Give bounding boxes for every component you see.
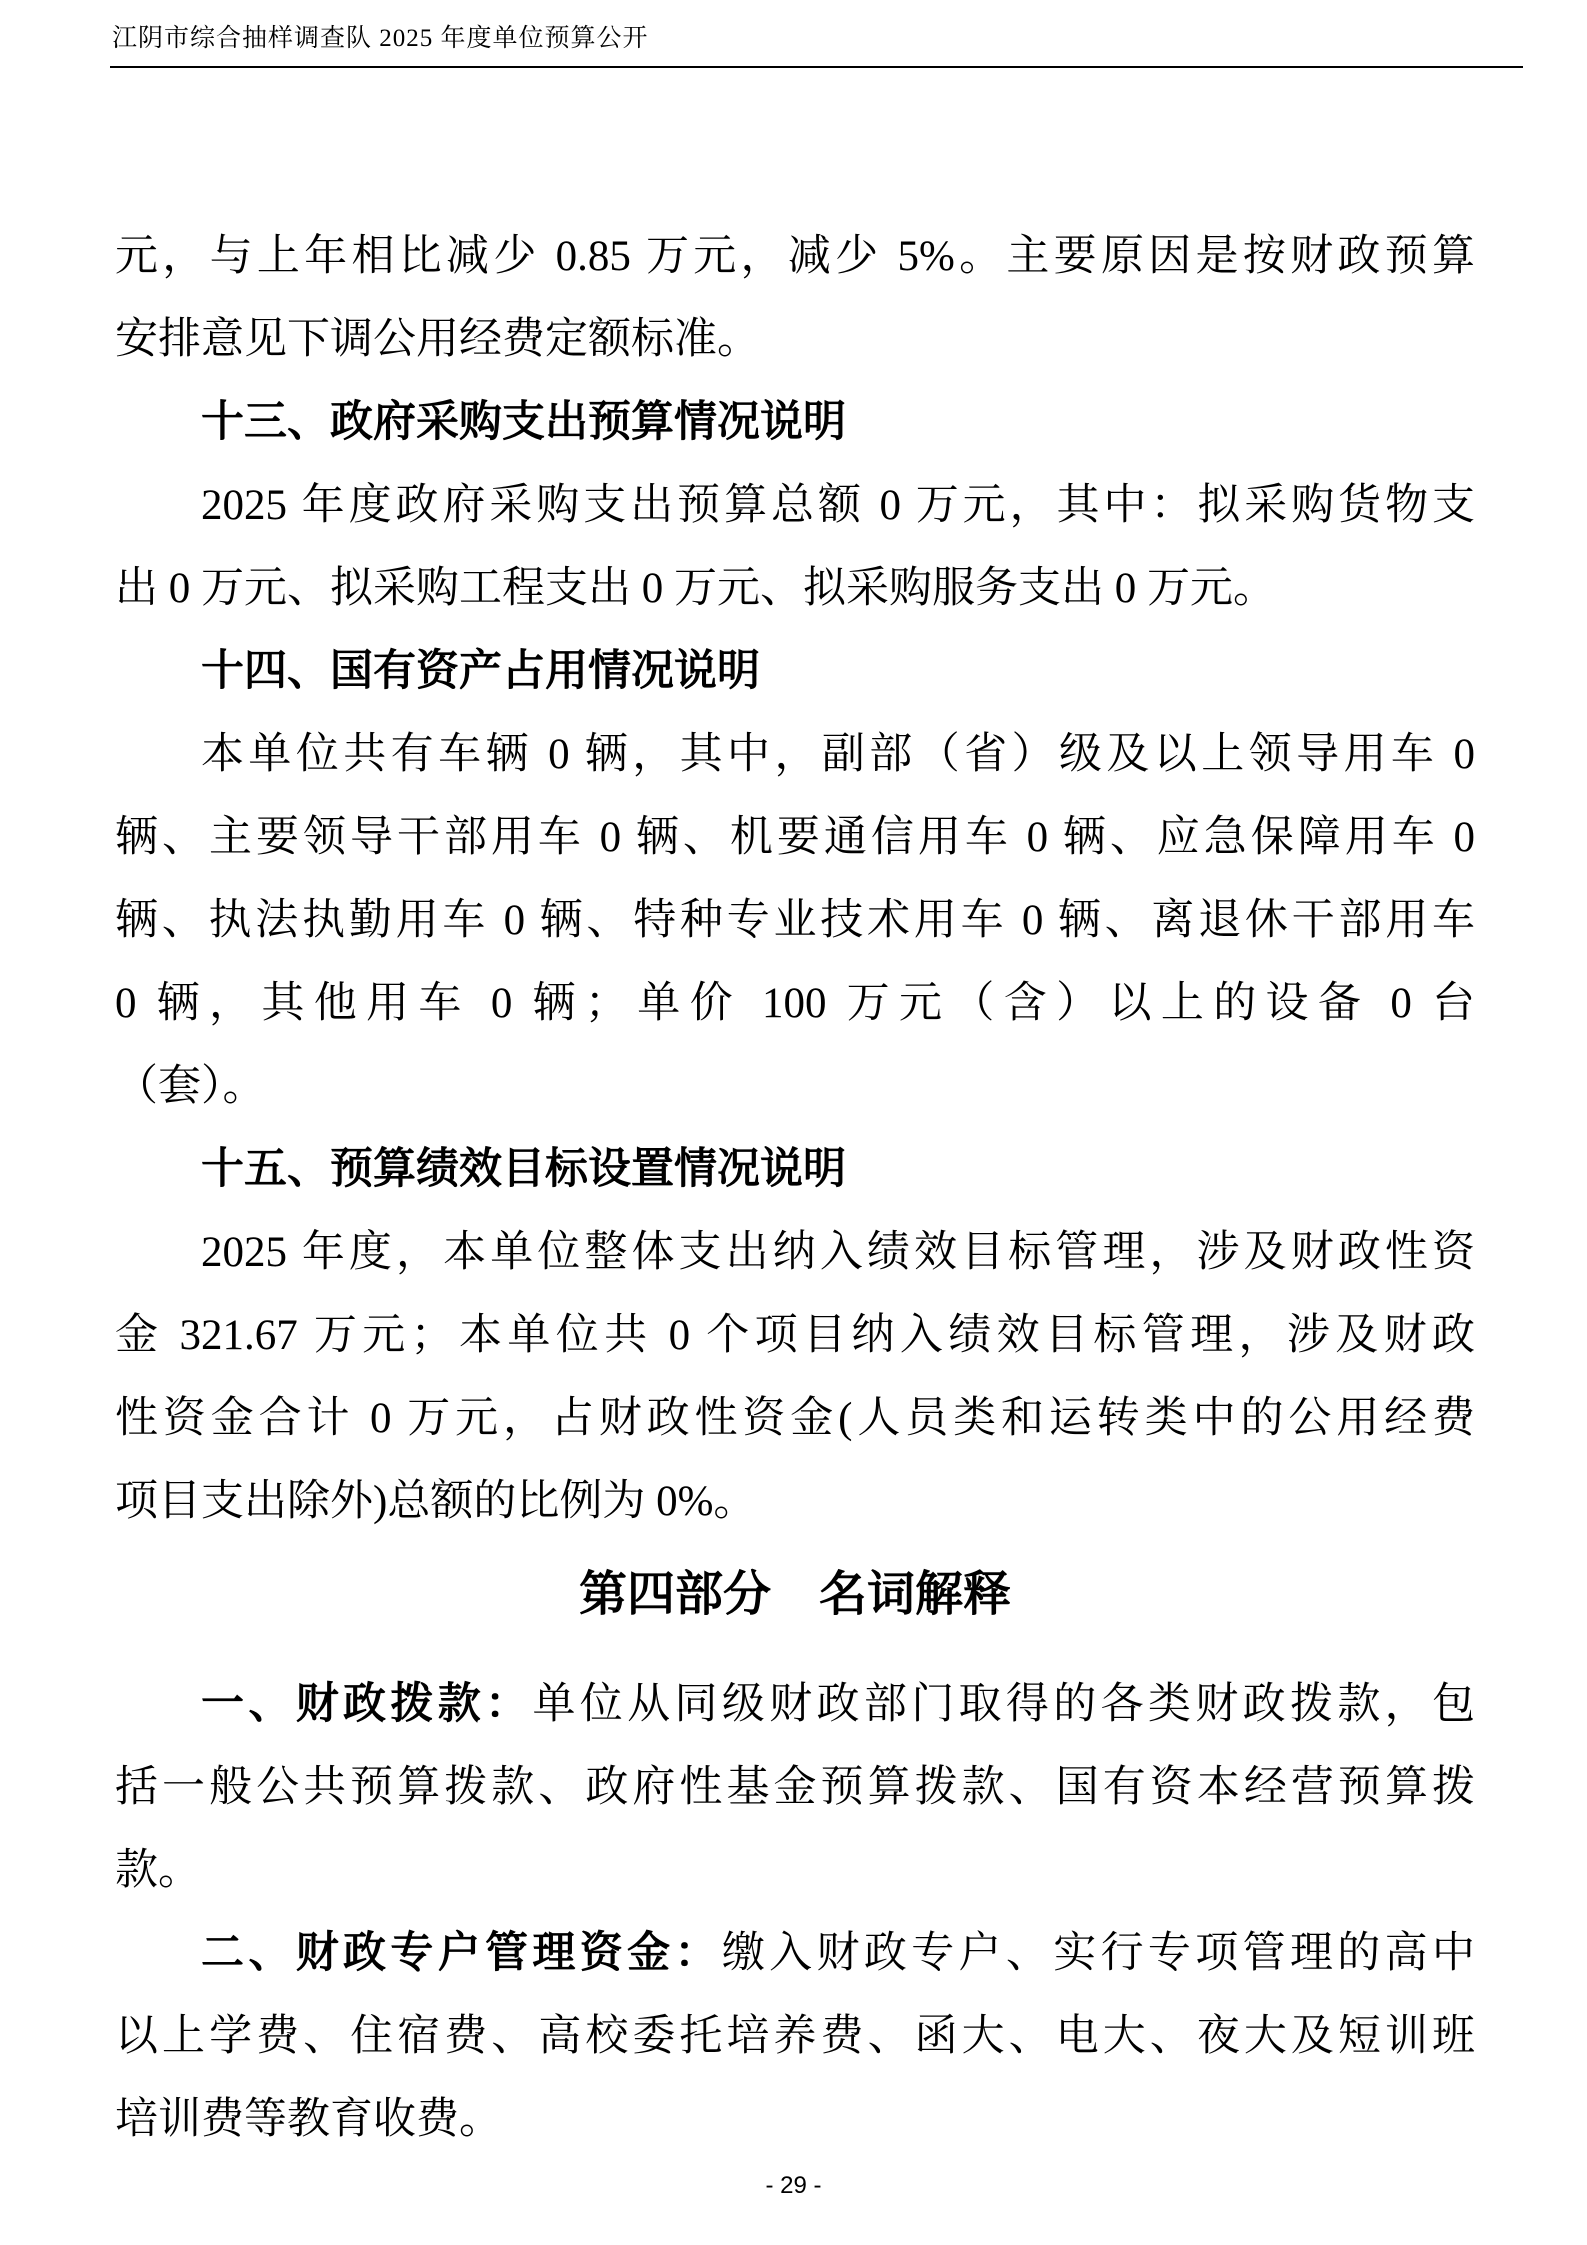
page-number: - 29 - bbox=[765, 2172, 822, 2199]
text-line: 性资金合计 0 万元，占财政性资金(人员类和运转类中的公用经费 bbox=[115, 1395, 1475, 1442]
section-heading: 十三、政府采购支出预算情况说明 bbox=[201, 399, 846, 446]
header-divider bbox=[110, 66, 1523, 68]
page-header-title: 江阴市综合抽样调查队 2025 年度单位预算公开 bbox=[112, 25, 649, 52]
text-line: 括一般公共预算拨款、政府性基金预算拨款、国有资本经营预算拨 bbox=[115, 1764, 1475, 1811]
text-line: 0 辆，其他用车 0 辆；单价 100 万元（含）以上的设备 0 台 bbox=[115, 980, 1475, 1027]
text-line: 一、财政拨款：单位从同级财政部门取得的各类财政拨款，包 bbox=[201, 1681, 1475, 1728]
text-line: 2025 年度政府采购支出预算总额 0 万元，其中：拟采购货物支 bbox=[201, 482, 1475, 529]
document-body bbox=[115, 215, 1475, 2161]
text-line: 金 321.67 万元；本单位共 0 个项目纳入绩效目标管理，涉及财政 bbox=[115, 1312, 1475, 1359]
text-line: 款。 bbox=[115, 1847, 201, 1894]
part-title: 第四部分 名词解释 bbox=[578, 1568, 1011, 1621]
text-line: 元，与上年相比减少 0.85 万元，减少 5%。主要原因是按财政预算 bbox=[115, 233, 1475, 280]
section-heading: 十五、预算绩效目标设置情况说明 bbox=[201, 1146, 846, 1193]
text-line: 辆、执法执勤用车 0 辆、特种专业技术用车 0 辆、离退休干部用车 bbox=[115, 897, 1475, 944]
text-line: 项目支出除外)总额的比例为 0%。 bbox=[115, 1478, 757, 1525]
text-line: 本单位共有车辆 0 辆，其中，副部（省）级及以上领导用车 0 bbox=[201, 731, 1475, 778]
text-line: 辆、主要领导干部用车 0 辆、机要通信用车 0 辆、应急保障用车 0 bbox=[115, 814, 1475, 861]
text-line: （套）。 bbox=[115, 1063, 266, 1110]
text-line: 以上学费、住宿费、高校委托培养费、函大、电大、夜大及短训班 bbox=[115, 2013, 1475, 2060]
text-line: 培训费等教育收费。 bbox=[115, 2096, 502, 2143]
term-label: 一、财政拨款： bbox=[201, 1681, 533, 1728]
term-label: 二、财政专户管理资金： bbox=[201, 1930, 722, 1977]
section-heading: 十四、国有资产占用情况说明 bbox=[201, 648, 760, 695]
text-line: 2025 年度，本单位整体支出纳入绩效目标管理，涉及财政性资 bbox=[201, 1229, 1475, 1276]
text-line: 安排意见下调公用经费定额标准。 bbox=[115, 316, 760, 363]
text-line: 二、财政专户管理资金：缴入财政专户、实行专项管理的高中 bbox=[201, 1930, 1475, 1977]
text-line: 出 0 万元、拟采购工程支出 0 万元、拟采购服务支出 0 万元。 bbox=[115, 565, 1276, 612]
